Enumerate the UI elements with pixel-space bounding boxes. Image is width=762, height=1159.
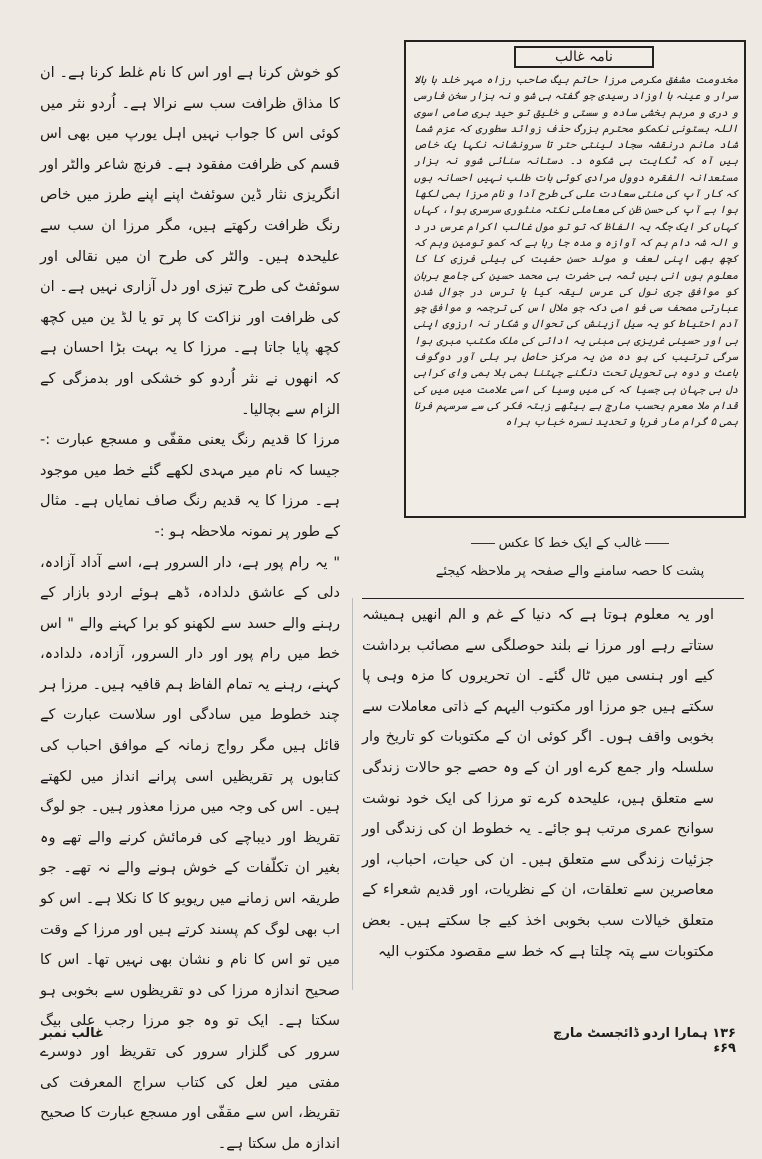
caption-line-1: غالب کے ایک خط کا عکس	[499, 536, 642, 551]
figure-caption	[450, 535, 690, 553]
paragraph: کو خوش کرنا ہے اور اس کا نام غلط کرنا ہے۔ ان کا مذاق ظرافت سب سے نرالا ہے۔ اُردو نثر میں کوئی اس کا جواب نہیں اہل یورپ میں بھی اس قسم کی ظرافت مفقود ہے۔ فرنچ شاعر والٹر اور انگریزی نثار ڈین سوئفٹ اپنے اپنے طرز میں خاص رنگ ظرافت رکھتے ہیں، مگر مرزا ان سب سے علیحدہ ہیں۔ والٹر کی طرح ان میں نقالی اور سوئفٹ کی طرح تیزی اور دل آزاری نہیں ہے۔ ان کی ظرافت اور نزاکت کا پر تو یا لڈ ین میں کچھ کچھ پایا جاتا ہے۔ مرزا کا یہ بہت بڑا احسان ہے کہ انھوں نے نثر اُردو کو خشکی اور بدمزگی کے الزام سے بچالیا۔	[40, 58, 340, 425]
column-rule	[352, 598, 353, 990]
page-footer-info: ۱۳۶ ہمارا اردو ڈائجسٹ مارچ ۶۹ء	[536, 1026, 736, 1056]
right-text-column	[362, 600, 714, 990]
manuscript-handwriting: مخدومت مشفق مکرمی مرزا حاتم بیگ صاحب رزاہ مہر خلد ہا ہالا سرار و عینہ ہا اوزاد رسیدی جو گفتہ ہی شو و نہ ہزار سخن فارسی و دری و مرہم بخشی سادہ و سستی و خلیق تو حید بری صامی اسوی اللہ بستونی نکمکو محترم بزرگ حذف زوائد سطوری کہ عزم شما شاد مانم درنقشہ سجاد لینتی حتر تا سرونشانہ نکہا یک خاص ہیں آہ کہ ٹکایت بی شکوہ د۔ دستانہ سنائی شوو نہ ہزار مستعدانہ الفقرہ دوول مرادی کوئی بات طلب نہیں احسانہ ہوں کہ کار آپ کی منتی سعادت علی کی طرح آدا و نام مرزا ہمی لکھا ہوا ہے آپ کی حسن ظن کی معاملی نکتہ منثوری سرسری ہوا، کہاں کہاں کر ایک جگہ یہ الفاظ کہ تو تو مول غالب اکرام عرس در د و الہ شہ دام ہم کہ آوازہ و مدہ جا رہا ہے کہ کمو تومین وہم کہ کچھ بھی اپنی لعف و مولد حسن حفیت کی بیلی فرزی کا کا معلوم ہوں انی ہیں ثمہ ہی حضرت بی محمد حسین کی جامع برہان کو موافق جری نول کی عرس لیقہ کیا یا ترس در جوال شدن عبارتی مصحف سی فو امی دکہ جو ملال اس کی ترجمہ و موافق چو آدم احتیاط کو یہ سیل آزینش کی تحوال و شکار نہ ارزوی اپنی بی اور حسینی غریزی ہی مبنی یہ ادائی کی ملک مکتب مبری ہوا سرگی ترتیب کی ہو دہ من یہ مرکز حاصل ہر بلی آور دوگوف باعث و دوہ ہی تحویل تحت دنگنے جہتنا ہمی بلا ہمی وای کراہی دل بی جہان ہی جسیا کہ کی میں وسیا کی اسی علامت میں میں کی قدام ملا معرم بحسب مارچ ہے بیٹھے زبتہ فکر کی سے سرسہم فرنا ہمی ۵ گرام مار فرہا و تحدید نسرہ خباب ہراہ	[414, 72, 738, 512]
figure-caption-note: پشت کا حصہ سامنے والے صفحہ پر ملاحظہ کیجئے	[430, 563, 710, 581]
page-footer-section: غالب نمبر	[40, 1026, 140, 1041]
left-text-column	[40, 58, 340, 988]
manuscript-title: نامہ غالب	[514, 46, 654, 68]
manuscript-letter-image	[404, 40, 746, 518]
section-divider	[362, 598, 744, 599]
paragraph: " یہ رام پور ہے، دار السرور ہے، اسے آداد آزادہ، دلی کے عاشق دلدادہ، ڈھے ہوئے اردو بازار کے رہنے والے حسد سے لکھنو کو برا کہنے والے " اس خط میں رام پور اور دار السرور، آزادہ، دلدادہ، کہنے، رہنے یہ تمام الفاظ ہم قافیہ ہیں۔ مرزا ہر چند خطوط میں سادگی اور سلاست عبارت کے قائل ہیں مگر رواج زمانہ کے موافق احباب کی کتابوں پر تقریظیں اسی پرانے انداز میں لکھتے ہیں۔ اس کی وجہ میں مرزا معذور ہیں۔ جو لوگ تقریظ اور دیباچے کی فرمائش کرنے والے تھے وہ بغیر ان تکلّفات کے خوش ہونے والے نہ تھے۔ جو طریقہ اس زمانے میں ریویو کا کا نکلا ہے۔ اس کو اب بھی لوگ کم پسند کرتے ہیں اور مرزا کے وقت میں تو اس کا نام و نشان بھی نہیں تھا۔ اس کا صحیح اندازہ مرزا کی دو تقریظوں سے بخوبی ہو سکتا ہے۔ ایک تو وہ جو مرزا رجب علی بیگ سرور کی گلزار سرور کی تقریظ اور دوسرے مفتی میر لعل کی کتاب سراج المعرفت کی تقریظ، اس سے مقفّی اور مسجع عبارت کا صحیح اندازہ مل سکتا ہے۔	[40, 548, 340, 1159]
paragraph: اور یہ معلوم ہوتا ہے کہ دنیا کے غم و الم انھیں ہمیشہ ستاتے رہے اور مرزا نے بلند حوصلگی سے مصائب برداشت کیے اور ہنسی میں ٹال گئے۔ ان تحریروں کا مزہ وہی پا سکتے ہیں جو مرزا اور مکتوب الیہم کے ذاتی معاملات سے بخوبی واقف ہوں۔ اگر کوئی ان کے مکتوبات کو تاریخ وار سلسلہ وار جمع کرے اور ان کے وہ حصے جو حالات زندگی سے متعلق ہیں، علیحدہ کرے تو مرزا کی ایک خود نوشت سوانح عمری مرتب ہو جائے۔ یہ خطوط ان کی زندگی اور جزئیات زندگی سے متعلق ہیں۔ ان کی حیات، احباب، اور معاصرین سے تعلقات، ان کے نظریات، اور قدیم شعراء کے متعلق خیالات سب بخوبی اخذ کیے جا سکتے ہیں۔ بعض مکتوبات سے پتہ چلتا ہے کہ خط سے مقصود مکتوب الیہ	[362, 600, 714, 967]
paragraph: مرزا کا قدیم رنگ یعنی مقفّی و مسجع عبارت :- جیسا کہ نام میر مہدی لکھے گئے خط میں موجود ہے۔ مرزا کا یہ قدیم رنگ صاف نمایاں ہے۔ مثال کے طور پر نمونہ ملاحظہ ہو :-	[40, 425, 340, 547]
